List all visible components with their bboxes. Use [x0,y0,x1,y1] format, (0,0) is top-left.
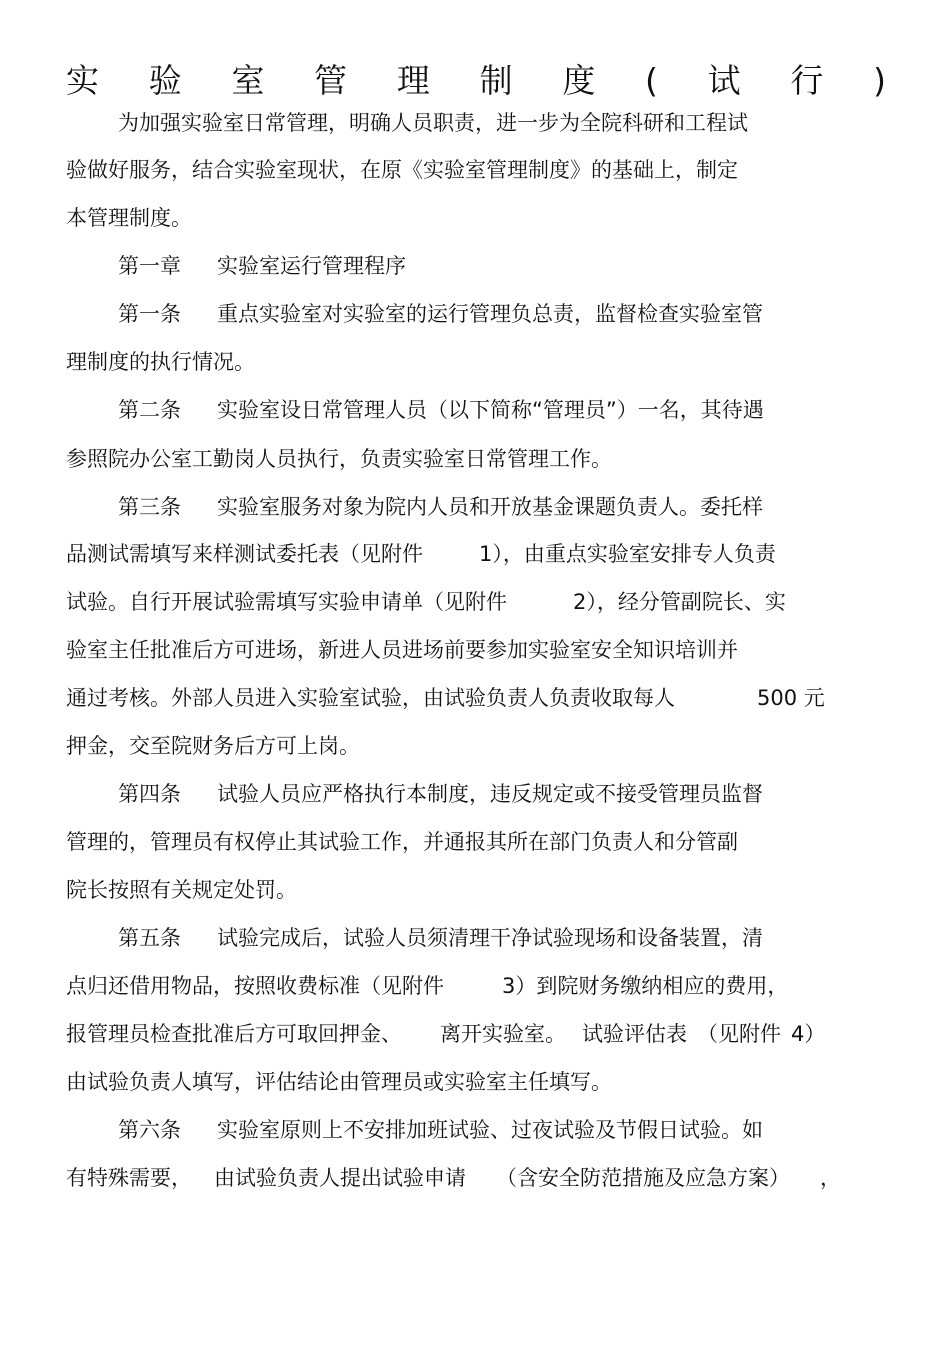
paragraph-line [66,1163,841,1193]
paragraph-line [66,1019,825,1049]
paragraph-line: 押金，交至院财务后方可上岗。 [66,734,360,758]
chapter-title: 实验室运行管理程序 [217,254,406,278]
line-segment: 4） [791,1022,826,1046]
article-number: 第一条 [118,302,181,326]
line-segment: ， [820,1166,841,1190]
article-text: 实验室服务对象为院内人员和开放基金课题负责人。委托样 [217,495,763,519]
line-segment: 试验。自行开展试验需填写实验申请单（见附件 [66,590,507,614]
paragraph-line [66,539,776,569]
title-char: 制 [479,61,513,100]
article-2-line [118,395,764,425]
line-segment: 报管理员检查批准后方可取回押金、 [66,1022,402,1046]
line-segment: 2），经分管副院长、实 [573,590,786,614]
line-segment: 品测试需填写来样测试委托表（见附件 [66,542,423,566]
title-char: ) [873,61,886,100]
title-char: 室 [231,61,265,100]
article-1-line [118,299,763,329]
paragraph-line: 由试验负责人填写，评估结论由管理员或实验室主任填写。 [66,1070,612,1094]
line-segment: 离开实验室。 [440,1022,566,1046]
article-6-line [118,1115,763,1145]
paragraph-line: 本管理制度。 [66,206,192,230]
title-char: 行 [790,61,824,100]
article-number: 第三条 [118,495,181,519]
paragraph-line [66,587,786,617]
line-segment: 通过考核。外部人员进入实验室试验，由试验负责人负责收取每人 [66,686,675,710]
title-char: 试 [707,61,741,100]
article-text: 试验完成后，试验人员须清理干净试验现场和设备装置，清 [217,926,763,950]
deposit-amount: 500 元 [757,686,825,710]
title-char: 理 [396,61,430,100]
title-char: 度 [562,61,596,100]
article-4-line [118,779,763,809]
article-5-line [118,923,763,953]
document-title [66,56,886,106]
line-segment: 3）到院财务缴纳相应的费用， [502,974,789,998]
paragraph-line: 理制度的执行情况。 [66,350,255,374]
line-segment: 1），由重点实验室安排专人负责 [479,542,776,566]
article-number: 第四条 [118,782,181,806]
chapter-heading [118,251,406,281]
chapter-number: 第一章 [118,254,181,278]
line-segment: 点归还借用物品，按照收费标准（见附件 [66,974,444,998]
line-segment: （见附件 [697,1022,781,1046]
paragraph-line: 验做好服务，结合实验室现状，在原《实验室管理制度》的基础上，制定 [66,158,738,182]
title-char: 管 [314,61,348,100]
title-char: ( [645,61,658,100]
paragraph-line: 参照院办公室工勤岗人员执行，负责实验室日常管理工作。 [66,447,612,471]
article-number: 第六条 [118,1118,181,1142]
paragraph-line [66,971,788,1001]
article-text: 实验室原则上不安排加班试验、过夜试验及节假日试验。如 [217,1118,763,1142]
article-text: 重点实验室对实验室的运行管理负总责，监督检查实验室管 [217,302,763,326]
paragraph-line: 验室主任批准后方可进场，新进人员进场前要参加实验室安全知识培训并 [66,638,738,662]
line-segment: （含安全防范措施及应急方案） [496,1166,790,1190]
article-text: 实验室设日常管理人员（以下简称“管理员”）一名，其待遇 [217,398,764,422]
line-segment: 试验评估表 [582,1022,687,1046]
paragraph-line: 为加强实验室日常管理，明确人员职责，进一步为全院科研和工程试 [118,111,748,135]
article-number: 第二条 [118,398,181,422]
paragraph-line [66,683,825,713]
paragraph-line: 管理的，管理员有权停止其试验工作，并通报其所在部门负责人和分管副 [66,830,738,854]
title-char: 实 [66,61,99,100]
article-number: 第五条 [118,926,181,950]
line-segment: 有特殊需要， [66,1166,192,1190]
title-char: 验 [148,61,182,100]
article-text: 试验人员应严格执行本制度，违反规定或不接受管理员监督 [217,782,763,806]
line-segment: 由试验负责人提出试验申请 [214,1166,466,1190]
paragraph-line: 院长按照有关规定处罚。 [66,878,297,902]
article-3-line [118,492,763,522]
